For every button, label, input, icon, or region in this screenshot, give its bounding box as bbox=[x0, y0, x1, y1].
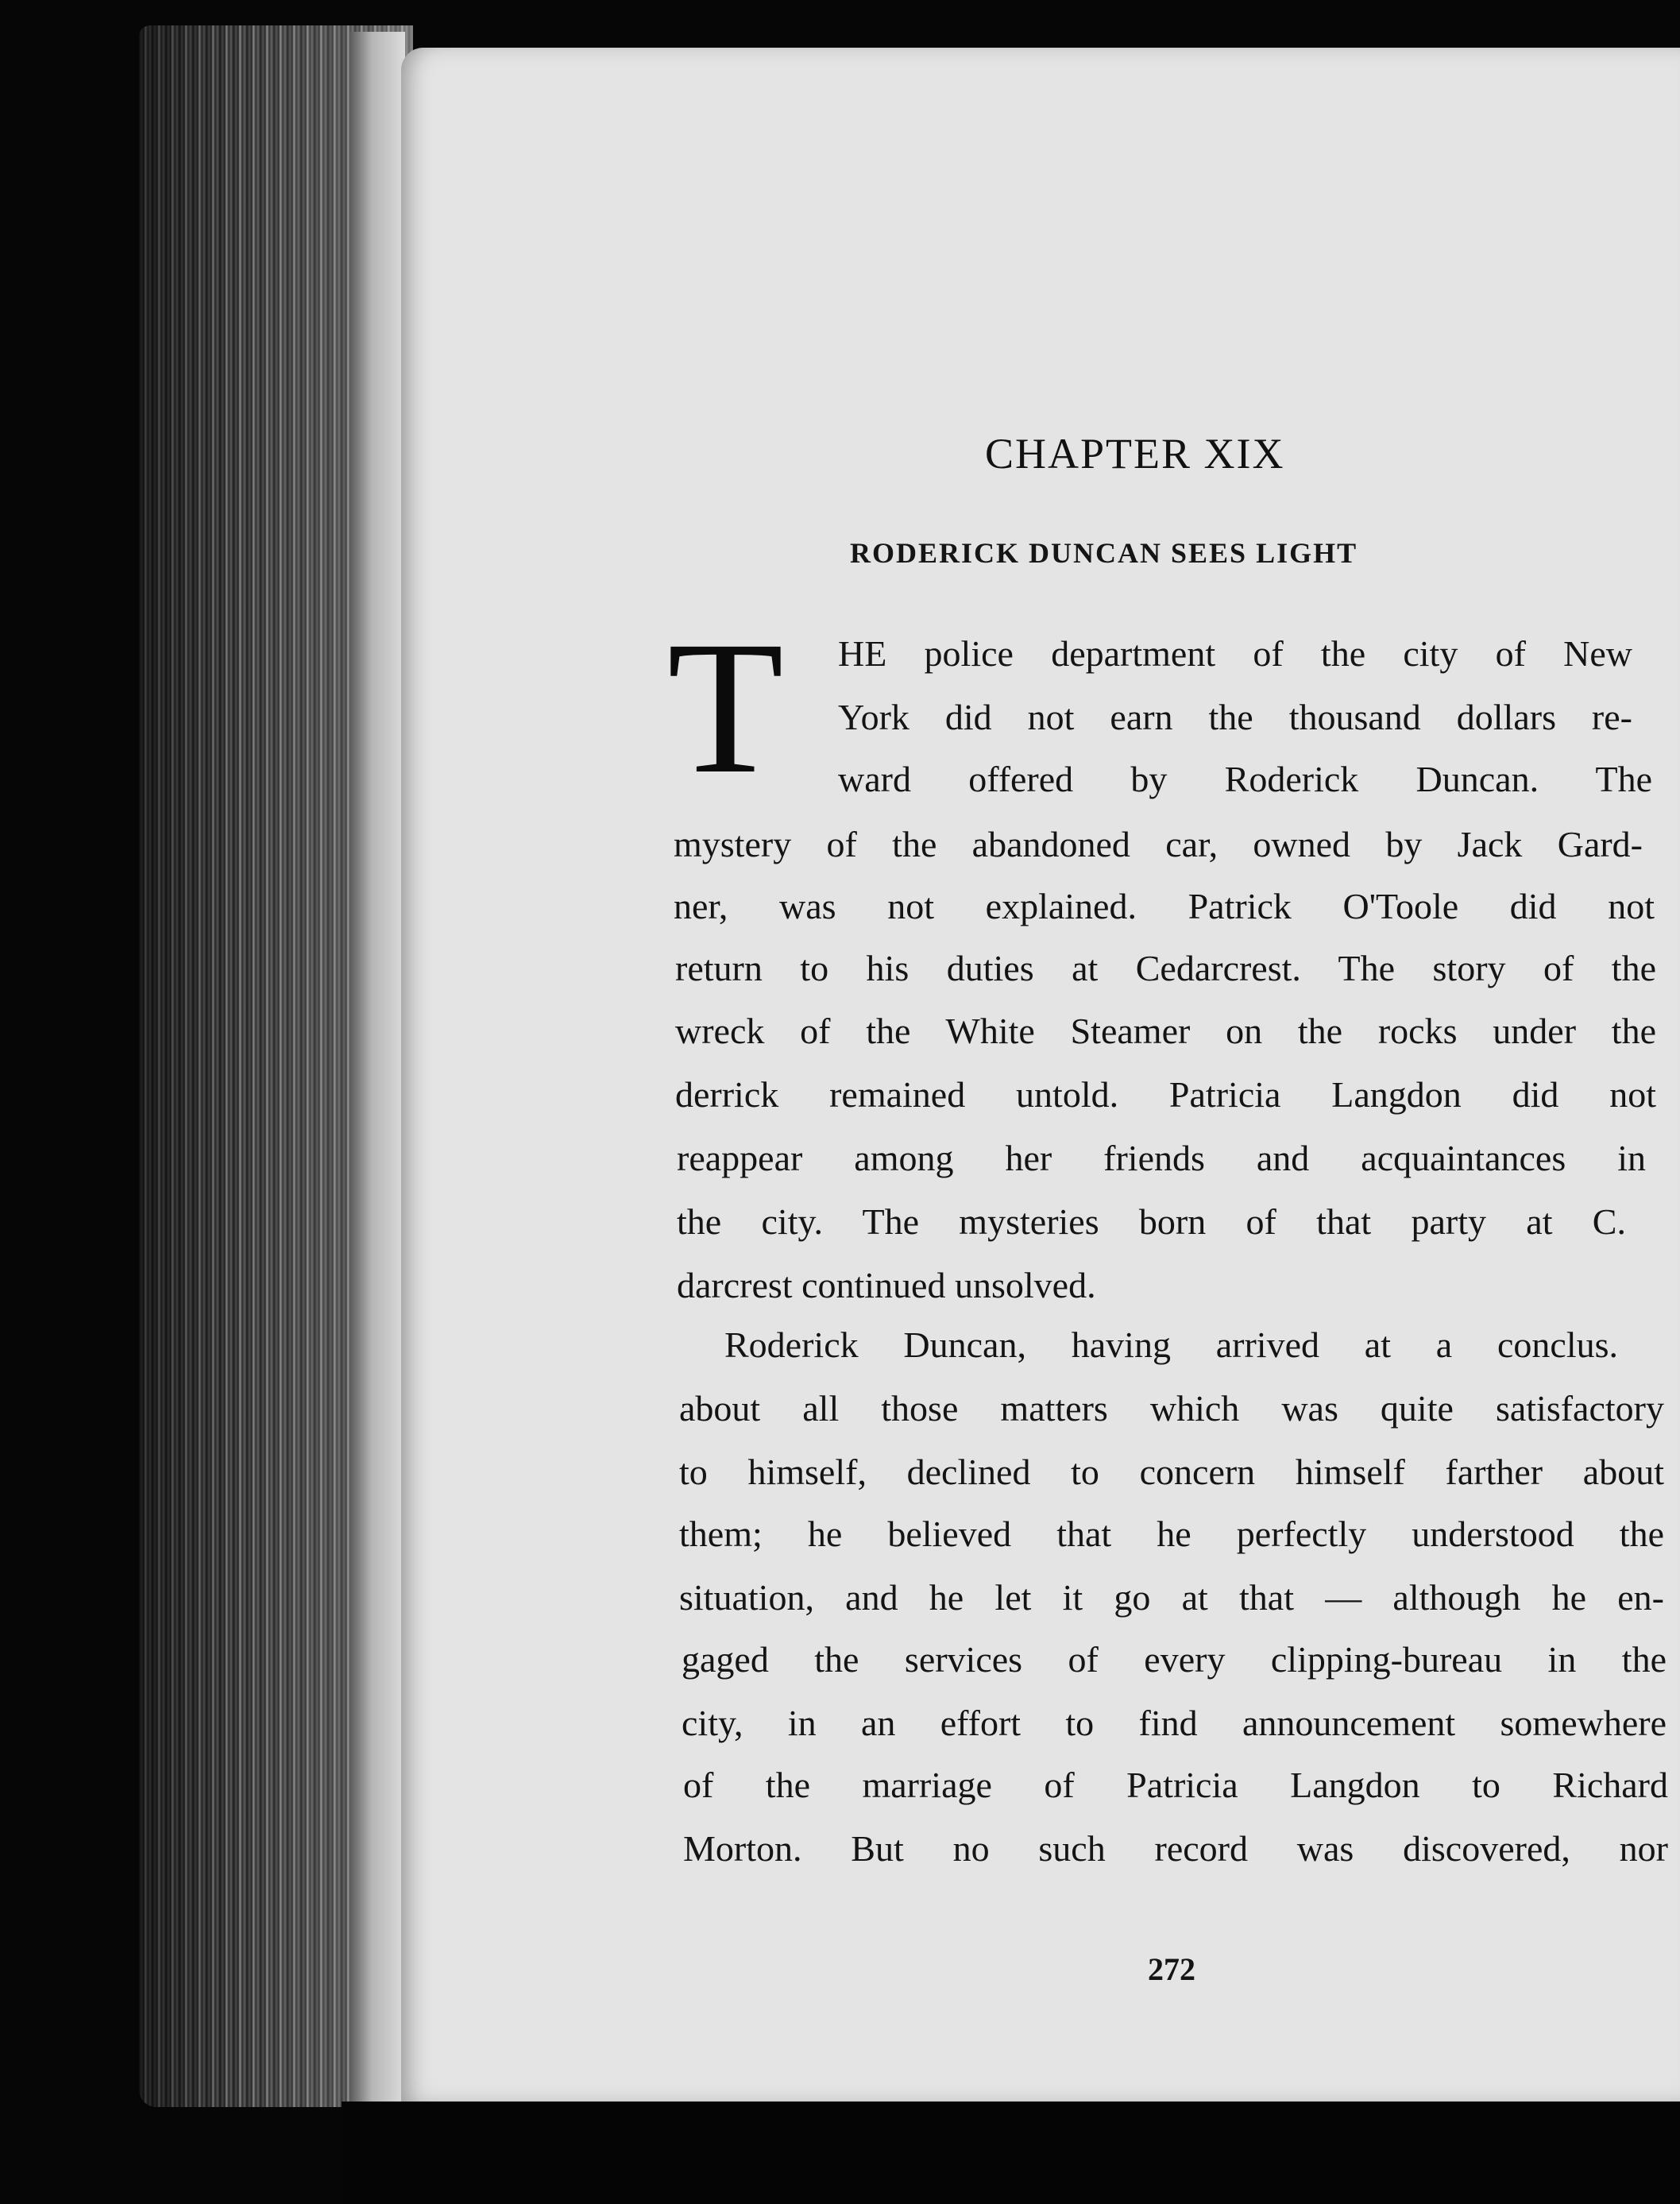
text-line: return to his duties at Cedarcrest. The story of the bbox=[675, 948, 1656, 988]
text-line: Morton. But no such record was discovered, nor bbox=[683, 1828, 1668, 1869]
text-line: of the marriage of Patricia Langdon to Richard bbox=[683, 1765, 1668, 1805]
text-line: about all those matters which was quite satisfactory bbox=[679, 1388, 1664, 1429]
text-line: the city. The mysteries born of that party at C. bbox=[677, 1201, 1626, 1242]
text-line: city, in an effort to find announcement somewhere bbox=[682, 1703, 1666, 1743]
text-line: mystery of the abandoned car, owned by Jack Gard- bbox=[674, 824, 1643, 864]
page-number: 272 bbox=[1148, 1951, 1195, 1987]
text-line: ward offered by Roderick Duncan. The bbox=[838, 759, 1652, 799]
chapter-title: CHAPTER XIX bbox=[985, 430, 1285, 478]
text-line: gaged the services of every clipping-bureau in the bbox=[682, 1639, 1666, 1680]
chapter-subtitle: RODERICK DUNCAN SEES LIGHT bbox=[850, 537, 1358, 569]
text-line: wreck of the White Steamer on the rocks under the bbox=[675, 1011, 1656, 1051]
text-line: York did not earn the thousand dollars re- bbox=[838, 697, 1632, 737]
text-line: them; he believed that he perfectly understood the bbox=[679, 1514, 1664, 1554]
text-line: to himself, declined to concern himself farther about bbox=[679, 1452, 1664, 1492]
text-line: Roderick Duncan, having arrived at a conclus. bbox=[724, 1324, 1618, 1365]
drop-cap: T bbox=[667, 601, 784, 813]
text-line: ner, was not explained. Patrick O'Toole did not bbox=[674, 886, 1655, 926]
text-line: derrick remained untold. Patricia Langdon did not bbox=[675, 1074, 1656, 1115]
page-bottom-shadow bbox=[342, 2102, 1680, 2204]
text-line: reappear among her friends and acquaintances in bbox=[677, 1138, 1646, 1178]
book-gutter bbox=[350, 32, 405, 2105]
text-line: situation, and he let it go at that — although he en- bbox=[679, 1577, 1664, 1618]
text-line: HE police department of the city of New bbox=[838, 633, 1632, 674]
text-line: darcrest continued unsolved. bbox=[677, 1265, 1096, 1305]
